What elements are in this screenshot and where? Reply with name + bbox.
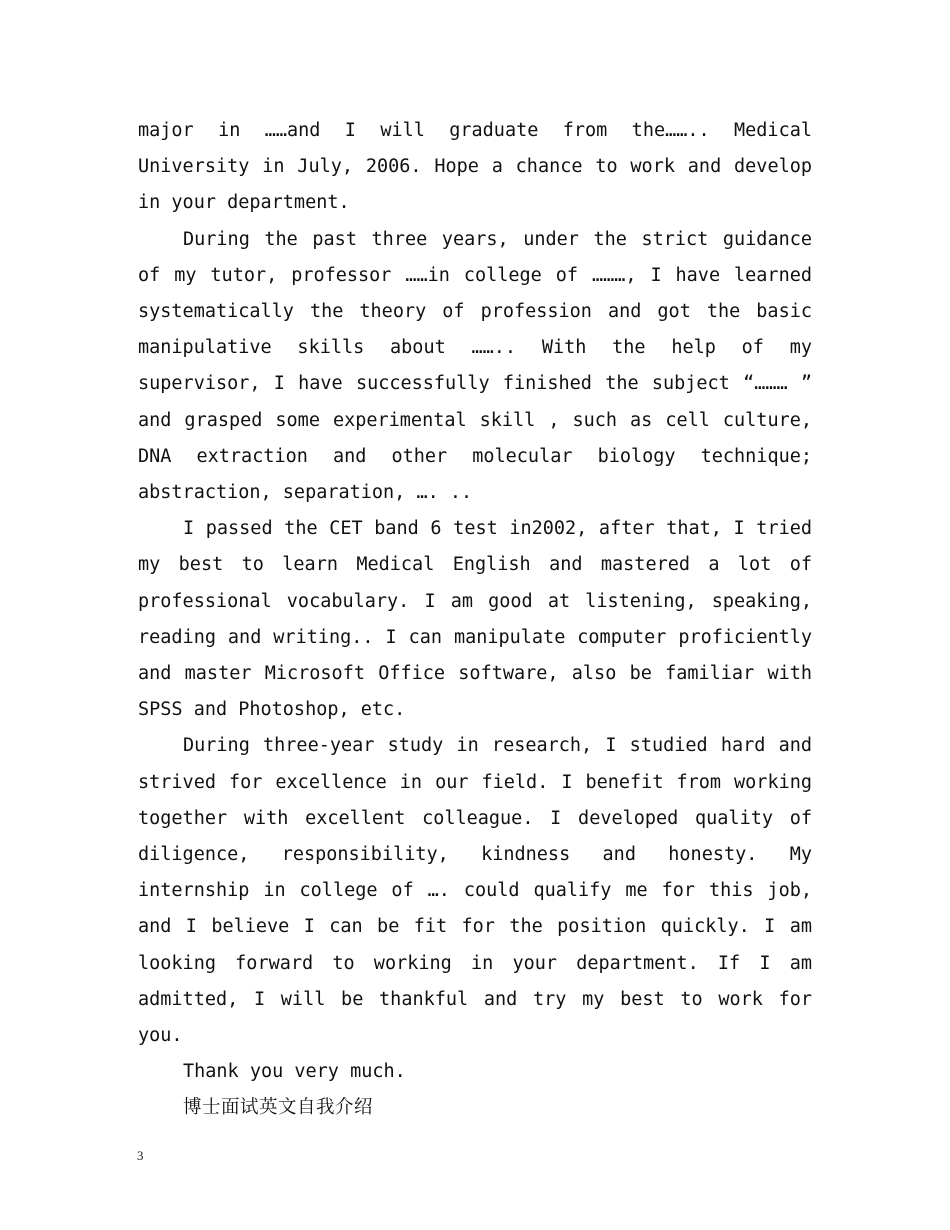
paragraph-intro-continued: major in ……and I will graduate from the…….. Medical University in July, 2006. Hope a chance to work and develop in your department. (138, 120, 812, 214)
page-number: 3 (137, 1148, 144, 1163)
paragraph-language-skills: I passed the CET band 6 test in2002, after that, I tried my best to learn Medical English and mastered a lot of professional vocabulary. I am good at listening, speaking, reading and writing.. I can manipulate computer proficiently and master Microsoft Office software, also be familiar with SPSS and Photoshop, etc. (138, 518, 812, 721)
letter-body (138, 113, 812, 1127)
paragraph-research-experience: During the past three years, under the strict guidance of my tutor, professor ……in college of ………, I have learned systematically the theory of profession and got the basic manipulative skills about …….. With the help of my supervisor, I have successfully finished the subject “……… ” and grasped some experimental skill , such as cell culture, DNA extraction and other molecular biology technique; abstraction, separation, …. .. (138, 228, 812, 504)
section-heading: 博士面试英文自我介绍 (183, 1097, 374, 1119)
paragraph-personal-qualities: During three-year study in research, I studied hard and strived for excellence in our field. I benefit from working together with excellent colleague. I developed quality of diligence, responsibility, kindness and honesty. My internship in college of …. could qualify me for this job, and I believe I can be fit for the position quickly. I am looking forward to working in your department. If I am admitted, I will be thankful and try my best to work for you. (138, 735, 812, 1047)
closing-line: Thank you very much. (183, 1061, 406, 1083)
